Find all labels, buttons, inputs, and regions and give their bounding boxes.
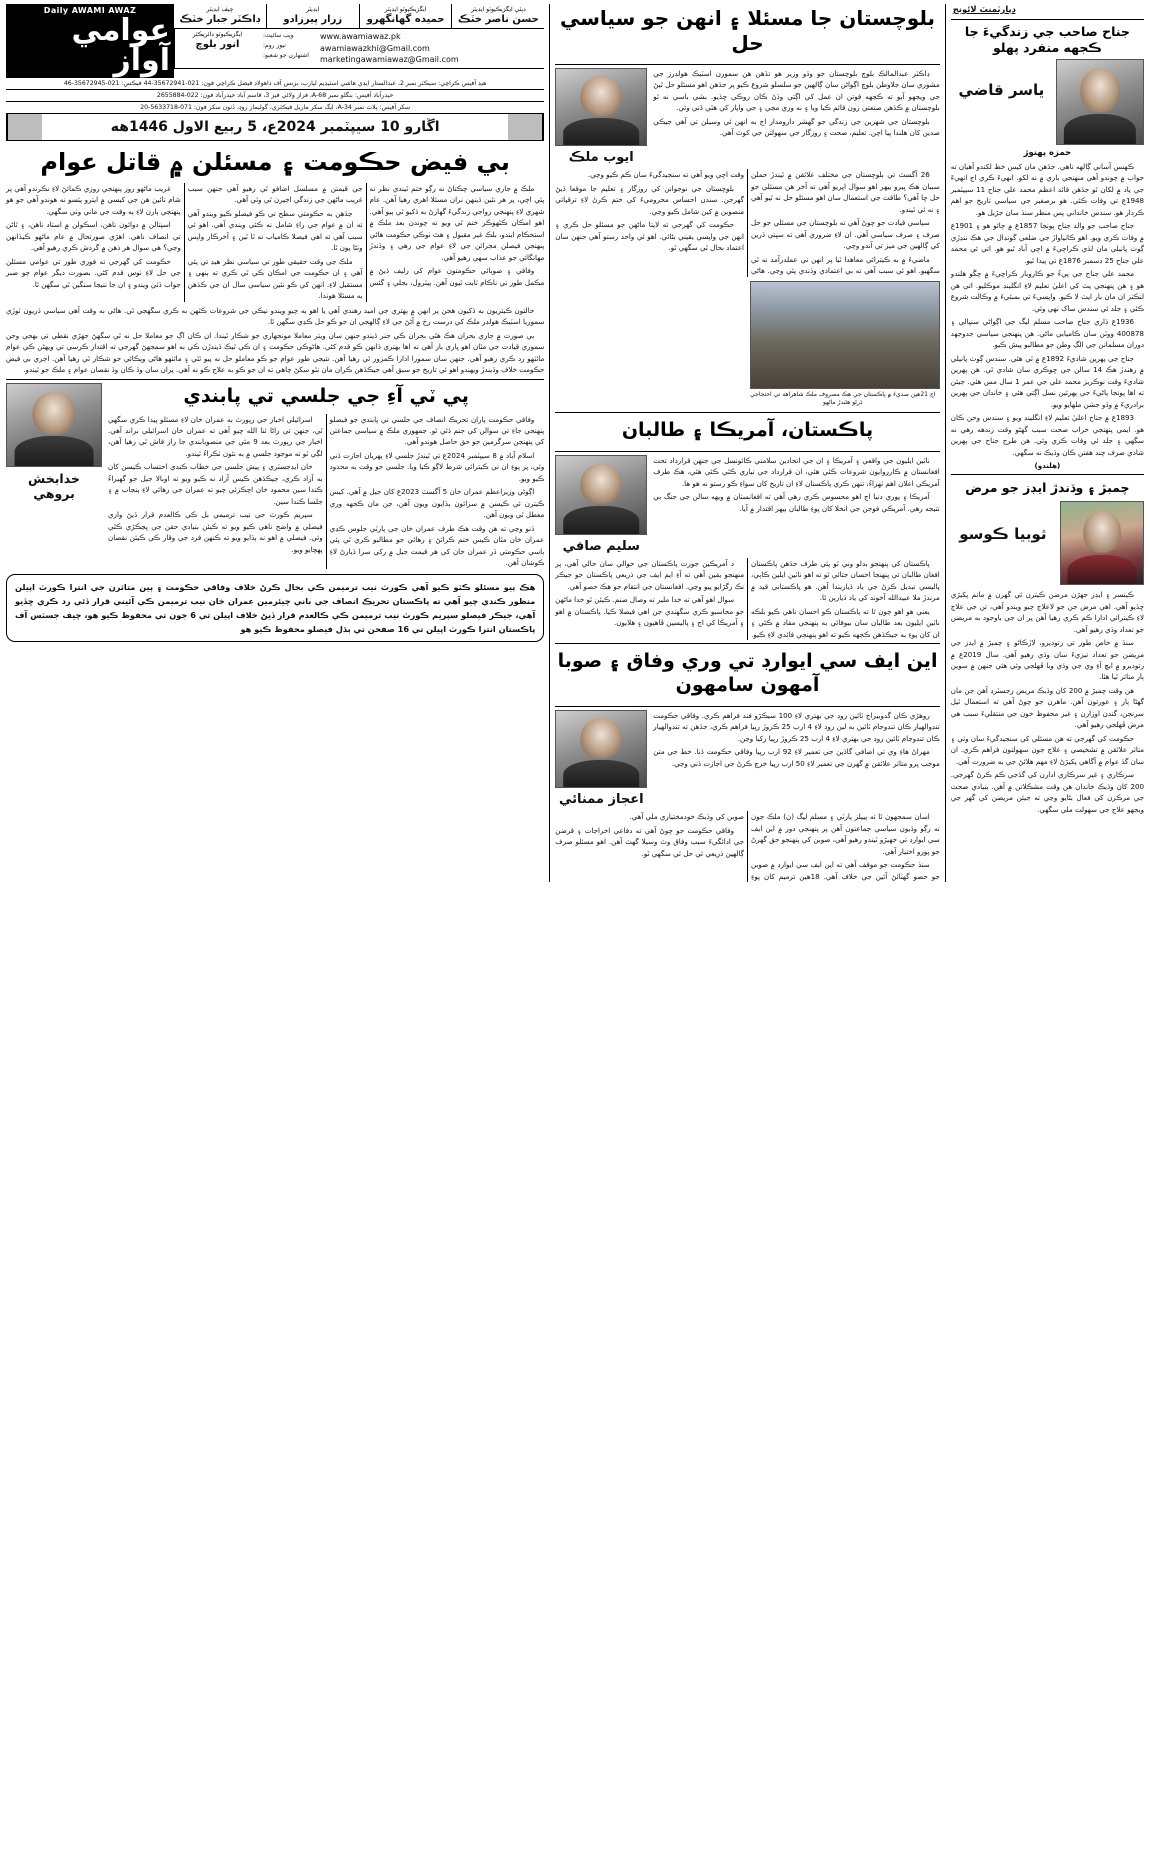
paragraph: سنڌ ۾ خاص طور تي رتوديرو، لاڙڪاڻو ۽ چمبڙ ۾ ايڊز جي مريضن جو تعداد تيزيءَ سان وڌي رهيو آهي. سال 2019ع ۾ رتوديرو ۾ ايڇ آءِ وي جي وڏي وبا ڦهلجي وئي هئي جنهن ۾ سوين ٻار متاثر ٿيا هئا. [950,638,1144,682]
website-value[interactable]: www.awamiawaz.pk [320,32,401,41]
lead-body [6,183,544,302]
staff-cell-deputy-exec-editor [451,4,544,28]
mid-article-2-headline: پاڪستان، آمريڪا ۽ طالبان [621,418,874,441]
paragraph: حالتون ڪيتريون به ڏکيون هجن پر انهن ۾ بهتري جي اميد رهندي آهي يا اهو به چيو ويندو نيڪي جي شروعات ڪٿهن به ڪري سگهجي ٿي. هاڻي به وقت آهي سياسي ڌريون ٽوڙي سموريا اسٽيڪ هولڊر ملڪ کي درست رخ ۾ آڻڻ جي لاءِ ڳالهجي ان جو ڪو حل ڪڍي سگهن ٿا. [6,305,545,327]
paragraph: غريب ماڻهو روز پنهنجي روزي ڪمائڻ لاءِ نڪرندو آهي پر شام تائين هن جي کيسي ۾ ايترو پئسو نه هوندو آهي جو هو پنهنجي ٻارن لاءِ ٻه وقت جي ماني وٺي سگهي. [6,184,181,216]
mid-article-3-body-top [653,710,939,769]
paragraph: 26 آگسٽ تي بلوچستان جي مختلف علائقن ۾ ٿيندڙ حملن سببان هڪ ڀيرو ٻيهر اهو سوال اڀريو آهي ته آخر هن مسئلي جو حل ڇا آهي؟ طاقت جي استعمال سان اهو مسئلو حل نه ٿيو آهي ۽ نه ئي ٿيندو. [751,170,940,214]
paragraph: ملڪ جي وقت حقيقي طور تي سياسي نظر هيڊ تي پئي آهي ۽ ان حڪومت جي امڪان ڪي ٿي ڪري ته ٻنهي ۽ مستقبل لاءِ. انهن کي ڪو نئين سياسي سال ان جي ڪڏهن به مسئلا هوندا. [187,256,363,301]
paragraph: حڪومت کي گهرجي ته لاپتا ماڻهن جو مسئلو حل ڪري ۽ انهن جي واپسي يقيني بڻائي. اهو ئي واحد رستو آهي جنهن سان اعتماد بحال ٿي سگهي ٿو. [555,220,745,253]
mid-article-1-body-top [653,68,939,139]
paragraph: هن وقت چمبڙ ۾ 200 کان وڌيڪ مريض رجسٽرڊ آهن جن مان گهڻا ٻار ۽ عورتون آهن. ماهرن جو چوڻ آهي ته استعمال ٿيل سرنجن، گندن اوزارن ۽ غير محفوظ خون جي منتقليءَ سبب هي مرض ڦهلجي رهيو آهي. [950,685,1144,730]
date-bar-pad-left [7,114,42,140]
lead-headline: بي فيض حڪومت ۽ مسئلن ۾ قاتل عوام [40,148,510,176]
paragraph: سپريم ڪورٽ جي نيب ترميمي بل ڪي ڪالعدم قرار ڏيڻ واري فيصلي ۾ واضح ناهي ڪيو ويو ته ڪيئن بنيادي حقن جي ڀڃڪڙي ڪٿي وئي. فيصلي ۾ اهو نه ٻڌايو ويو ته ڪنهن فرد جي وقار ڪي ڪيئن نقصان پهچايو ويو. [108,510,323,554]
mid-article-3-author: اعجاز ممنائي [558,791,644,807]
paragraph: سوال اهو آهي ته خدا ملير ته وصال صنم. ڪيئن ٿو خدا ماڻهن جو محاسبو ڪري سگهندي جن اهي فيصلا ڪيا. پاڪستان ۾ اهو ۽ آمريڪا کي اڄ ۽ پاليسين ڦاهيون ۽ هلايون. [555,595,745,628]
staff-name: حميده گهانگهرو [366,14,445,25]
date-text: اڱارو 10 سيپٽمبر 2024ع، 5 ربيع الاول 1446هه [110,119,440,135]
paragraph: ڌنو وڃي ته هن وقت هڪ طرف عمران خان جي پارٽي جلوس ڪڍي عمران خان مٿان ڪيس ختم ڪرائڻ ۽ رهائي جو مطالبو ڪري ٿي پئي باسي حڪومتي ڌر عمران خان کي هر قيمت جيل ۾ رکي سزا ڏيارڻ لاءِ ڪوشان آهن. [329,523,545,568]
logo-english-text: Daily AWAMI AWAZ [43,6,137,15]
paragraph: اسرائيلي اخبار جي رپورٽ به عمران خان لاءِ مسئلو پيدا ڪري سگهي ٿي، جنهن تي راڻا ثنا الله چيو آهي ته عمران خان اسرائيلي برانڊ آهي. اخبار جي رپورٽ بعد 9 مئي جي منصوبابندي جا راز فاش ٿي رهيا آهن، لڳي ٿو ته موجود جلسي ۾ به نئون ٽڪراءُ ٿيندو. [108,414,323,458]
left-article-2-author: ثوبيا ڪوسو [959,525,1047,544]
logo-sindhi-text: عوامي آواز [71,13,170,78]
paragraph: د آمريڪين جورت پاڪستان جي حوالي سان حالي آهي، پر منهنجو يقين آهي ته آءِ ايم ايف جي ذريعي پاڪستان جو جيڪر نڪ رگڙايو پيو وڃي. افغانستان جي انتقام جو هڪ حصو آهي. [555,558,745,591]
address-karachi: هيڊ آفيس ڪراچي: سيڪٽر نمبر 2، عبدالستار ايڊي هاشي اسٽيڊيم ليارٻ، بزنس آف ڊاهولاڊ فيصل ڪراچي فون: 021-35672941-44 فيڪس: 021-35672945-46 [6,78,544,90]
paragraph: اسلام آباد ۾ 8 سيپٽمبر 2024ع تي ٿيندڙ جلسي لاءِ پهريان اجازت ڏني وئي، پر پوءِ ان تي ڪيترائي شرط لاڳو ڪيا ويا. جلسي جو وقت به محدود ڪيو ويو. [329,450,545,483]
left-article-1-author: ياسر قاضي [958,81,1045,100]
masthead [6,4,544,78]
staff-role: ايڊيٽر [306,6,320,13]
staff-name: زرار پيرزادو [283,14,343,25]
mid-article-1-headline: بلوچستان جا مسئلا ۽ انهن جو سياسي حل [560,6,936,55]
news-photo-protest [750,281,940,389]
paragraph: سياسي قيادت جو چوڻ آهي ته بلوچستان جي مسئلي جو حل صرف ۽ صرف سياسي آهي. ان لاءِ ضروري آهي ته سڀني ڌرين کي ڳالهين جي ميز تي آندو وڃي. [751,218,940,251]
paragraph: ملڪ ۾ جاري سياسي چڪتاڻ نه رڳو ختم ٿيندي نظر نه پئي اچي، پر هر نئين ڏينهن نران مسئلا اهري رهيا آهن. عام شهري لاءِ پنهنجي رواجي زندگيءَ گهارڻ به ڏکيو ٿي پيو آهي. اهو امڪان ڪٿهوڪر ختم ٿي ويو ته چوندن بعد ملڪ ۾ استحڪام ايندو، بلڪ غير مقبول ۽ هٿ ٺوڪي حڪومت هاڻي پنهنجن فيصلن مجرائن جي لاءِ عوام جي رهي ۽ وڌندڙ مهانگائي جو عذاب سهي رهيو آهي. [369,184,545,262]
paragraph: وفاقي حڪومت پاران تحريڪ انصاف جي جلسي تي پابندي جو فيصلو پنهنجي جاءِ تي سوالن کي جنم ڏئي ٿو. جمهوري ملڪ ۾ سياسي جماعتن کي پنهنجن سرگرمين جو حق حاصل هوندو آهي. [329,414,545,447]
left-column [951,4,1144,882]
author-photo-khuda-bux-brohi [6,383,102,467]
paragraph: جناح جي پهرين شاديءَ 1892ع ۾ ٿي هئي. سندس ڳوٺ پانيلي ۾ رهندڙ هڪ 14 سالن جي ڇوڪري سان شادي ٿي. هن پهرين شاديءَ وقت نوڪريز محمد علي جي عمر 1 سال مس هئي. جيئن ته اها پونجا پاڻيءَ جي پهرئين نسل اڳتي هئي ۽ خاندان جي پهرين برادريءَ ۾ وڏو جشن ملهايو ويو. [950,353,1145,409]
mid-article-3-headline: اين ايف سي ايوارڊ تي وري وفاق ۽ صوبا آمهون سامهون [557,650,938,697]
continued-marker: (هلندو) [1034,460,1061,470]
masthead-logo [6,4,174,78]
paragraph: سرڪاري ۽ غير سرڪاري ادارن کي گڏجي ڪم ڪرڻ گهرجي. 200 کان وڌيڪ خاندان هن وقت مشڪلاتن ۾ آهن. بنيادي صحت جي مرڪزن کي فعال بڻايو وڃي ته جيئن مريضن کي گهر جي ويجهو علاج جي سهولت ملي سگهي. [950,770,1144,814]
mid-article-1-author: ايوب ملڪ [568,150,634,165]
paragraph: مهراڻ هاءِ وي تي اضافي گاڏين جي تعمير لاءِ 92 ارب رپيا وفاقي حڪومت ڏنا. خط جي متن موجب ڀرو متاثر علائقن ۾ گهرن جي تعمير لاءِ 50 ارب رپيا خرچ ڪرڻ جي اجازت ڏني وڃي. [653,747,940,768]
paragraph: روهڙي ڪان گدوبيراج ٽائين روڊ جي بهتري لاءِ 100 سيڪڙو فند فراهم ڪري. وفاقي حڪومت تنڊوالهيار ڪان تنڊوجام ٽائين به لين روڊ لاءِ 4 ارب 25 ڪروڙ رپيا فراهم ڪري، جڏهن ته تنڊوالهيار ڪان تنڊوجام ٽائين روڊ جي بهتري لاءِ 4 ارب 25 ڪروڙ رپيا رکيا وڃن. [653,710,940,743]
paragraph: حڪومت کي گهرجي ته فوري طور تي عوامي مسئلن جي حل لاءِ ٺوس قدم کڻي. بصورت ديگر عوام جو صبر جواب ڏئي ويندو ۽ ان جا نتيجا سنگين ٿي سگهن ٿا. [6,256,181,289]
ads-label: اشتهارن جو شعبو: [263,52,309,60]
paragraph: ڪهنس آساني ڳالهه ناهي. جڏهن مان کيس خط لکندو آهيان ته جواب ۾ چوندو آهي منهنجي باري ۾ نه لکو. انهيءَ ڪري اڄ انهيءَ جي ياد ۾ لکان ٿو جڏهن قائد اعظم محمد علي جناح 11 سيپٽمبر 1948ع تي وفات ڪئي. هو برصغير جي سياسي تاريخ جو اهم ڪردار هو. سندس خانداني پس منظر سنڌ سان جڙيل هو. [950,161,1144,217]
marketing-email-value[interactable]: marketingawamiawaz@Gmail.com [320,55,459,65]
mid-article-3-body [555,811,939,882]
paragraph: اڳوڻي وزيراعظم عمران خان 5 آگسٽ 2023ع کان جيل ۾ آهي. کيس ڪيترن ئي ڪيسن ۾ سزائون ٻڌايون ويون آهن، جن مان ڪجهه وري معطل ٿي ويون آهن. [329,487,545,520]
paragraph: ماضيءَ ۾ به ڪيترائي معاهدا ٿيا پر انهن تي عملدرآمد نه ٿي سگهيو. اهو ئي سبب آهي ته بي اعتمادي وڌندي پئي وڃي. هاڻي وقت اچي ويو آهي ته سنجيدگيءَ سان ڪم ڪيو وڃي. [587,170,940,276]
paragraph: وفاقي ۽ صوبائي حڪومتون عوام کي رليف ڏيڻ ۾ مڪمل طور تي ناڪام ثابت ٿيون آهن. پيٽرول، بجلي ۽ گئس جي قيمتن ۾ مسلسل اضافو ٿي رهيو آهي جنهن سبب غريب ماڻهن جي زندگي اجيرن ٿي وئي آهي. [187,184,545,287]
staff-role: چيف ايڊيٽر [206,6,234,13]
author-photo-ijaz-mumnai [555,710,647,788]
author-photo-saleem-safi [555,455,647,535]
staff-cell-chief-editor [174,4,266,28]
paragraph: ڪينسر ۽ ايڊز جهڙن مرضن ڪيترن ئي گهرن ۾ ماتم پکيڙي ڇڏيو آهي. اهي مرض جن جو لاعلاج چيو ويندو آهي، تن جي علاج لاءِ ڪيترائي ادارا ڪم ڪري رهيا آهن پر ان جي باوجود به مريضن جو تعداد وڌي رهيو آهي. [950,590,1144,634]
paragraph: حڪومت کي گهرجي ته هن مسئلي کي سنجيدگيءَ سان وٺي ۽ متاثر علائقن ۾ تشخيصي ۽ علاج جون سهولتون فراهم ڪري. ان سان گڏ عوام ۾ آگاهي پکيڙڻ لاءِ مهم هلائڻ جي به ضرورت آهي. [950,733,1144,766]
paragraph: جناح صاحب جو والد جناح پونجا 1857ع ۾ ڄائو هو ۽ 1901ع ۾ وفات ڪري ويو. اهو ڪاٺياواڙ جي ضلعي گونڊال جي هڪ ننڍڙي ڳوٺ پانيلي مان لڏي ڪراچيءَ ۾ اچي آباد ٿيو هو. اتي ئي محمد علي جناح 25 ڊسمبر 1876ع تي پيدا ٿيو. [950,221,1144,265]
news-photo-caption: اڄ 21هين صديءَ ۾ پاڪستان جي هڪ مصروف ملڪ شاهراهه تي احتجاجي ڌرڻو هڻندڙ ماڻهو [750,390,936,407]
department-tag: ڊپارٽمنٽ لائونج [952,4,1016,14]
paragraph: آمريڪا ۽ پوري دنيا اڄ اهو محسوس ڪري رهي آهي ته افغانستان ۾ ويهه سالن جي جنگ بي نتيجه رهي. آمريڪي فوجن جي انخلا کان پوءِ طالبان ٻيهر اقتدار ۾ آيا. [653,492,940,513]
staff-name: ڊاڪٽر جبار خٽڪ [179,14,261,25]
mid-article-2-author: سليم صافي [562,538,640,554]
contact-labels [260,29,316,68]
paragraph: وفاقي حڪومت جو چوڻ آهي ته دفاعي اخراجات ۽ قرضن جي ادائگيءَ سبب وفاق وٽ وسيلا گهٽ آهن. اهو مسئلو صرف ڳالهين ذريعي ئي حل ٿي سگهي ٿو. [555,825,745,858]
right-article-2-author: خدابخش بروهي [28,470,80,502]
paragraph: بي صورت ۾ جاري بحران هڪ هٿي بحران ڪي جنر ڏيندو جنهن سان ويتر معاملا مونجهاري جو شڪار ٿيندا. ان ڪان اڳ جو معاملا حل نه ٿي سگهڻ جهڙي نقطي تي بهجي وحن سموري قيادت جي مٿان اهو ڀاري بار آهي ته اها بهتري ڏانهن ڪو قدم کڻي. هاڻوڪي حڪومت ۽ ان ڪي ٿيڪ ڏيندڙن ڪي به اهو سمجهڻ گهرجي ته اقتدار ڪرسي تي ويهڻن ڪي عوام مائٺهو رد ڪري رهيو آهي. جنهن سان سمورا ادارا ڪمزور ٿي رهيا آهن. نتيجي طور عوام جو ڪو معاملو حل نه پيو ٿئي ۽ مائٺهو هاڻي ويڪائي جو شڪار ٿي رهيا آهن. اڄري بي فيض حڪومت خلاف وڌيندڙ ويهندو اهو ئي تاريخ جو سبق آهي جيڪڏهن ڪران مان نٿو سکڻ چاهي ته ان جو ڪو به علاج ڪو نه آهي. پران سان وڏ ڪان وڏ نقصان عوام ۽ ملڪ جو ٿيندو. [6,330,545,375]
paragraph: پاڪستان کي پنهنجو بدلو وني ٿو پئي طرف جڏهن پاڪستان افغان طالبان تي پنهنجا احسان جتائي ٿو ته اهو ناٽين ايلين ڪاٻي، پاليسي تبديل ڪرڻ جي ياد ڏياريندا آهن. هو پاڪستاني قيد ۾ مرندڙ ملا عبيدالله آخوند کي ياد ڏيارين ٿا. [751,558,940,603]
paragraph: بلوچستان جي شهرين جي زندگي جو گهشر دارومدار اڄ به انهن ئي وسيلن تي آهي جيڪي صدين کان هلندا پيا اچن. تعليم، صحت ۽ روزگار جي سهولتن جي کوٽ آهي. [653,116,940,138]
author-photo-yasir-qazi [1056,59,1144,145]
mid-article-2-body-top [653,455,939,514]
paragraph: ڊاڪٽر عبدالمالڪ بلوچ بلوچستان جو وڏو وزير هو تڏهن هن سمورن اسٽيڪ هولڊرز جي مشوري سان جلاوطن بلوچ اڳواڻن سان ڳالهين جو سلسلو شروع ڪيو پر جڏهن اهو مسئلو حل ٿيڻ جي ويجهو آيو ته ڪجهه قوتن ان عمل کي اڳتي وڌڻ ڪان روڪي ڇڏيو. بشي باسي نه ٿو بلوچستان ۾ ڪڏهن صنعتي زون قائم ڪيا ويا ۽ نه وري مڃي ۽ جي واپار کي هٿي ڏني وئي. [653,69,940,113]
lead-body-wrap [6,183,544,302]
right-column [6,4,544,882]
contact-row [174,29,544,69]
left-article-2-headline: چمبڙ ۽ وڌندڙ ايڊز جو مرض [965,480,1130,496]
newsroom-email-value[interactable]: awamiawazkhi@Gmail.com [320,43,430,53]
date-bar [6,114,544,141]
staff-role: ڊپٽي ايگزيڪيوٽو ايڊيٽر [470,6,526,13]
paragraph: 1893ع ۾ جناح اعليٰ تعليم لاءِ انگلينڊ ويو ۽ سندس وحن ڪان هو. ايمي پنهنجي خراب صحت سبب گهڻو وقت زندهه رهي نه سگهي ۽ جلد ئي وفات ڪري وئي. هن طرح جناح جي پهرين شادي صرف چند هفتن ڪان وڌيڪ نه سگهي. [950,413,1144,457]
staff-role: ايگزيڪيوٽو ڊائريڪٽر [192,31,243,38]
staff-role: ايگزيڪيوٽو ايڊيٽر [384,6,427,13]
address-sukkur: سکر آفيس: پلاٽ نمبر A-34، ايگ سکر ماريل فيڪٽري، گوليمار روڊ، ڏٺون سکر فون: 071-5633718-20 [6,102,544,114]
staff-grid [174,4,544,78]
top-zone [6,4,1144,882]
staff-row [174,4,544,29]
left-article-1-headline: جناح صاحب جي زندگيءَ جا ڪجهه منفرد پهلو [964,24,1130,55]
author-photo-ayub-malik [555,68,647,146]
paragraph: جڏهن به حڪومتي سطح تي ڪو فيصلو ڪيو ويندو آهي ته ان ۾ عوام جي راءِ شامل نه ڪئي ويندي آهي. اهو ئي سبب آهي ته اهي فيصلا ڪامياب نه ٿا ٿين ۽ آخرڪار واپس وٺڻا پون ٿا. [187,208,363,253]
staff-name: انور بلوچ [195,39,240,50]
left-article-1-body [951,161,1144,472]
right-article-2-headline: پي ٽي آءِ جي جلسي تي پابندي [183,384,469,407]
paragraph: اسان سمجهون ٿا ته پيپلز پارٽي ۽ مسلم ليگ (ن) ملڪ جون نه رڳو وڏيون سياسي جماعتون آهن پر پنهنجي دور ۾ اين ايف سي ايوارڊ تي جهيڙو ٽيندو رهيو آهي، صوبن کي پنهنجو حق گهرڻ جو پورو اختيار آهي. [751,812,940,856]
paragraph: محمد علي جناح جي پيءُ جو ڪاروبار ڪراچيءَ ۾ چڱو هلندو هو ۽ هن پنهنجي پٽ کي اعليٰ تعليم لاءِ انگلينڊ موڪليو. اتي هن لنڪنز ان مان بار ايٽ لا ڪيو. واپسيءَ تي بمبئيءَ ۾ وڪالت شروع ڪئي ۽ جلد ئي سندس ساک ٺهي وئي. [950,269,1144,313]
mid-article-2-body [555,558,939,640]
right-article-2-body [108,414,544,569]
newsroom-label: نيوز روم: [263,42,286,50]
paragraph: خان ايڊجسٽري ۽ پيش جلسي جي خطاب ڪندي احتساب ڪيسن کان به آزاد ڪري، جيڪڏهن ڪيس آزاد نه ڪيو ويو ته اوبالا جيل جو گهيراءُ ڪندا سين محمود خان اچڪزئي چيو ته عمران جي رهائي لاءِ پنجاب ۾ ۽ جلسا ڪندا سين. [108,462,323,506]
paragraph: بلوچستان جي نوجوانن کي روزگار ۽ تعليم جا موقعا ڏيڻ گهرجن. سندن احساس محروميءَ کي ختم ڪرڻ لاءِ ترقياتي منصوبن ۾ کين شامل ڪيو وڃي. [555,183,745,216]
paragraph: يعني هو اهو چون ٿا ته پاڪستان ڪو احسان ناهي ڪيو بلڪه ناٽين ايليون بعد طالبان سان بيوفائي به پنهنجي مفاد ۾ ڪئي ۽ ان کان پوءِ به جيڪڏهن ڪجهه ڪيو ته اهو پنهنجي فائدي لاءِ ڪيو. [751,606,940,639]
address-hyderabad: حيدرآباد آفيس: بنگلو نمبر A-68، فراز ولائي فيز 3، قاسم آباد حيدرآباد فون: 022-2655884 [6,90,544,102]
middle-column [555,4,939,882]
paragraph: سنڌ حڪومت جو موقف آهي ته اين ايف سي ايوارڊ ۾ صوبن جو حصو گهٽائڻ آئين جي خلاف آهي. 18هين ترميم کان پوءِ صوبن کي وڌيڪ خودمختياري ملي آهي. [629,812,940,881]
contact-values [316,29,544,68]
paragraph: 1936ع ڌاري جناح صاحب مسلم ليگ جي اڳواڻي سنڀالي ۽ 400878 ووٽن سان ڪاميابي ماڻي. هن پنهنجي سياسي جدوجهد دوران مسلمانن جي الڳ وطن جو مطالبو پيش ڪيو. [950,317,1144,350]
boxed-court-note: هڪ ٻيو مسئلو ڪٽو ڪيو آهي ڪورٽ نيب ترميمن ڪي بحال ڪرڻ خلاف وفاقي حڪومت ۽ ٻين متاثرن جي انترا ڪورٽ اپيلن منظور ڪندي چيو آهي ته پاڪستان تحريڪ انصاف جي باني چيئرمين عمران خان نيب ترميمن ڪي آئيني قرار ڏئي رد ڪري ڇڏيو آهي، جيڪر فيصلو سپريم ڪورٽ نيب ترميمن ڪي ڪالعدم قرار ڏيڻ خلاف اپيلن تي 6 جون تي محفوظ ڪيو هو، چيف جسٽس آف پاڪستان انترا ڪورٽ اپيلن تي 16 صفحن تي ٻڌل فيصلو محفوظ ڪيو هو [6,574,544,642]
staff-cell-editor [266,4,359,28]
right-article-2 [6,383,544,569]
website-label: ويب سائيٽ: [263,32,294,39]
staff-cell-exec-director [174,29,260,68]
staff-name: حسن ناصر خٽڪ [457,14,539,25]
paragraph: اسپتالن ۾ دوائون ناهن، اسڪولن ۾ استاد ناهن، ۽ ٿاڻن تي انصاف ناهي. اهڙي صورتحال ۾ عام ماڻهو ڪيڏانهن وڃي؟ هي سوال هر ذهن ۾ گردش ڪري رهيو آهي. [6,220,181,253]
left-article-2-body [951,589,1144,815]
mid-article-1-body [555,169,939,276]
date-bar-pad-right [508,114,543,140]
author-photo-sobia-koso [1060,501,1144,585]
paragraph: ناٽين ايليون جي واقعي ۽ آمريڪا ۽ ان جي اتحادين سلامتي ڪائونسل جي جنهن قرارداد تحت افغانستان ۾ ڪارروايون شروعات ڪئي هئي، ان قرارداد جي تياري ڪٿي ڪئي هئي، هڪ طرف آمريڪي اعلان اهم ٺهراءُ، تنهن ڪري پاڪستان لاءِ ان تاريخ کان سواءِ ڪو رستو نه هو ها. [653,455,940,488]
staff-cell-exec-editor [359,4,452,28]
left-article-1-author-sub: حمزه پهنوڙ [1023,148,1072,159]
lead-body-wide [6,305,544,376]
